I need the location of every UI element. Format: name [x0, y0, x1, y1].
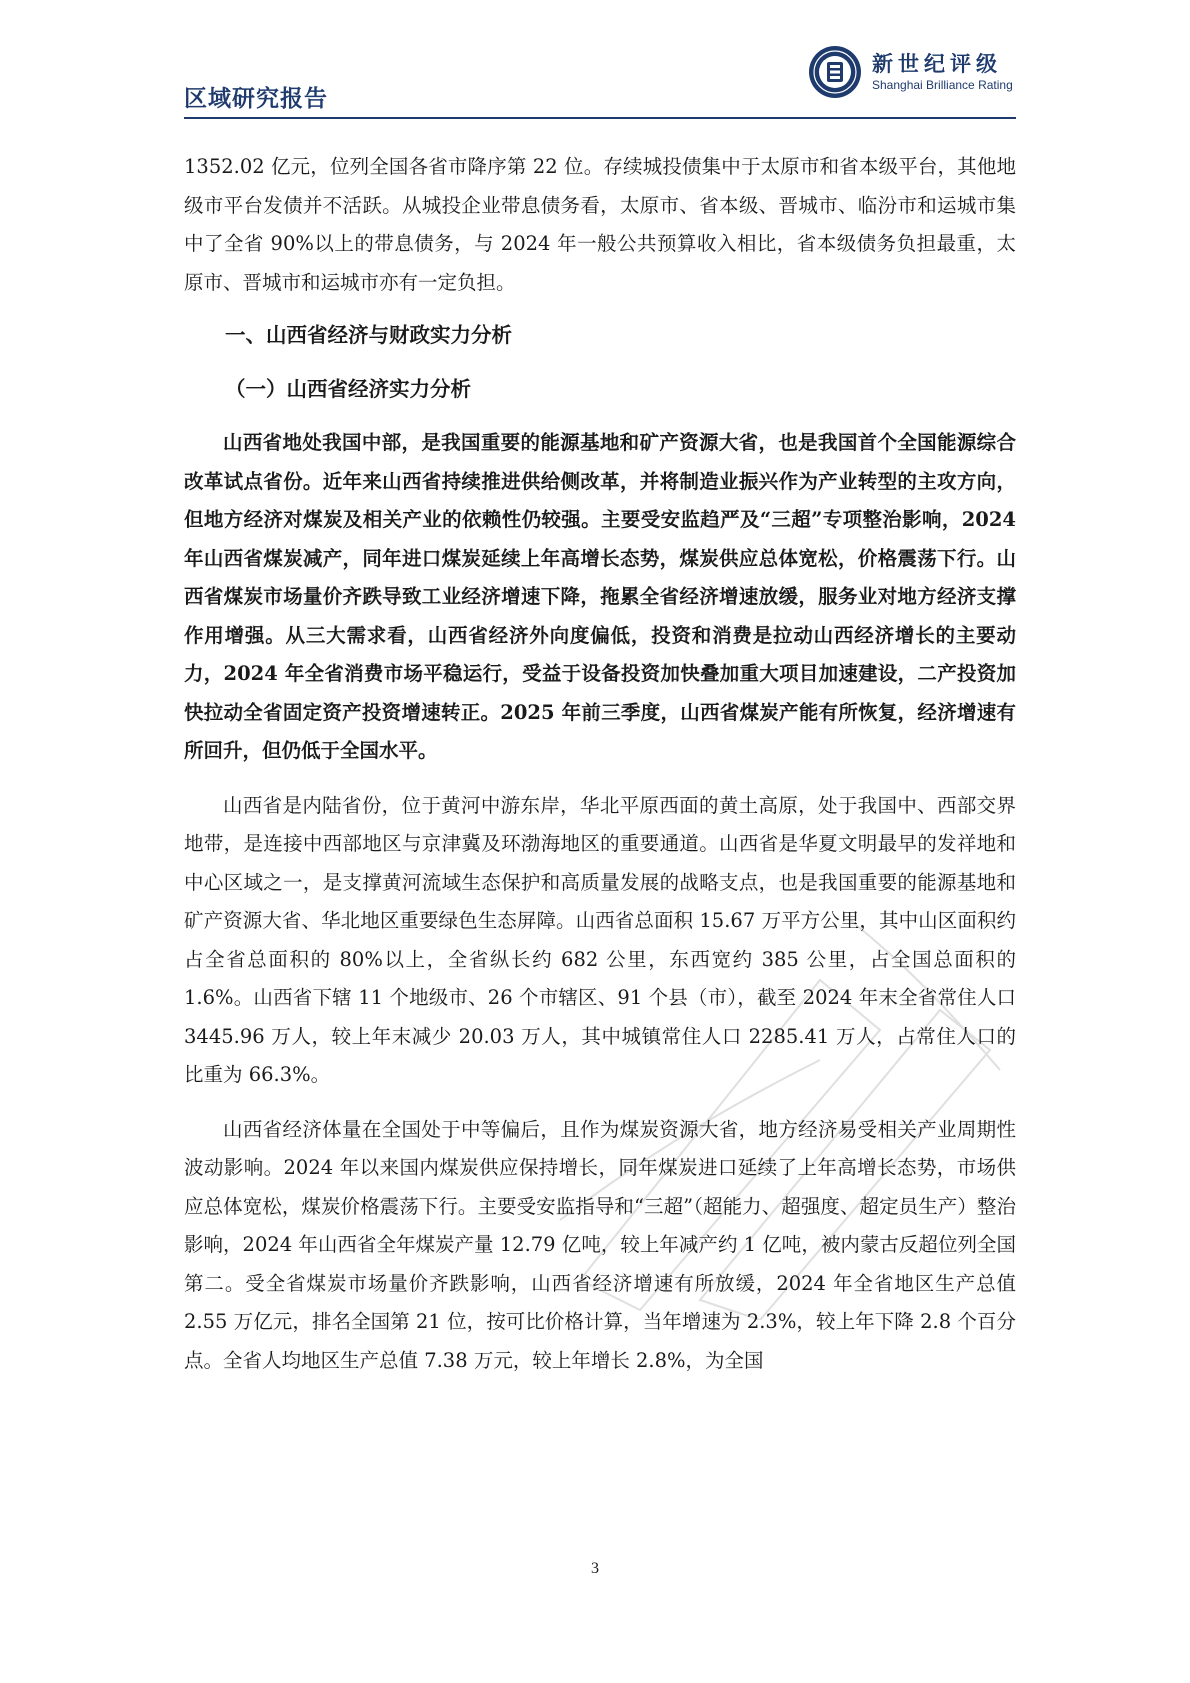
brand-name-cn: 新世纪评级 — [872, 51, 1002, 76]
report-type-title: 区域研究报告 — [184, 86, 328, 112]
section-heading: 一、山西省经济与财政实力分析 — [225, 323, 512, 347]
body-paragraph: 1352.02 亿元，位列全国各省市降序第 22 位。存续城投债集中于太原市和省本级平台，其他地级市平台发债并不活跃。从城投企业带息债务看，太原市、省本级、晋城市、临汾市和运城市集中了全省 90%以上的带息债务，与 2024 年一般公共预算收入相比，省本级债务负担最重，太原市、晋城市和运城市亦有一定负担。 — [184, 155, 1016, 294]
brand-logo — [808, 43, 1013, 101]
brand-seal-icon — [808, 45, 862, 99]
body-paragraph: 山西省经济体量在全国处于中等偏后，且作为煤炭资源大省，地方经济易受相关产业周期性波动影响。2024 年以来国内煤炭供应保持增长，同年煤炭进口延续了上年高增长态势，市场供应总体宽松，煤炭价格震荡下行。主要受安监指导和“三超”（超能力、超强度、超定员生产）整治影响，2024 年山西省全年煤炭产量 12.79 亿吨，较上年减产约 1 亿吨，被内蒙古反超位列全国第二。受全省煤炭市场量价齐跌影响，山西省经济增速有所放缓，2024 年全省地区生产总值 2.55 万亿元，排名全国第 21 位，按可比价格计算，当年增速为 2.3%，较上年下降 2.8 个百分点。全省人均地区生产总值 7.38 万元，较上年增长 2.8%，为全国 — [184, 1117, 1016, 1372]
brand-name-en: Shanghai Brilliance Rating — [872, 77, 1013, 92]
body-paragraph: 山西省是内陆省份，位于黄河中游东岸，华北平原西面的黄土高原，处于我国中、西部交界地带，是连接中西部地区与京津冀及环渤海地区的重要通道。山西省是华夏文明最早的发祥地和中心区域之一，是支撑黄河流域生态保护和高质量发展的战略支点，也是我国重要的能源基地和矿产资源大省、华北地区重要绿色生态屏障。山西省总面积 15.67 万平方公里，其中山区面积约占全省总面积的 80%以上，全省纵长约 682 公里，东西宽约 385 公里，占全国总面积的 1.6%。山西省下辖 11 个地级市、26 个市辖区、91 个县（市），截至 2024 年末全省常住人口 3445.96 万人，较上年末减少 20.03 万人，其中城镇常住人口 2285.41 万人，占常住人口的比重为 66.3%。 — [184, 793, 1016, 1086]
summary-paragraph: 山西省地处我国中部，是我国重要的能源基地和矿产资源大省，也是我国首个全国能源综合改革试点省份。近年来山西省持续推进供给侧改革，并将制造业振兴作为产业转型的主攻方向，但地方经济对煤炭及相关产业的依赖性仍较强。主要受安监趋严及“三超”专项整治影响，2024 年山西省煤炭减产，同年进口煤炭延续上年高增长态势，煤炭供应总体宽松，价格震荡下行。山西省煤炭市场量价齐跌导致工业经济增速下降，拖累全省经济增速放缓，服务业对地方经济支撑作用增强。从三大需求看，山西省经济外向度偏低，投资和消费是拉动山西经济增长的主要动力，2024 年全省消费市场平稳运行，受益于设备投资加快叠加重大项目加速建设，二产投资加快拉动全省固定资产投资增速转正。2025 年前三季度，山西省煤炭产能有所恢复，经济增速有所回升，但仍低于全国水平。 — [184, 431, 1016, 762]
header-divider — [184, 117, 1016, 119]
subsection-heading: （一）山西省经济实力分析 — [225, 377, 471, 401]
page-number: 3 — [591, 1560, 599, 1577]
page-body — [184, 148, 1016, 1380]
